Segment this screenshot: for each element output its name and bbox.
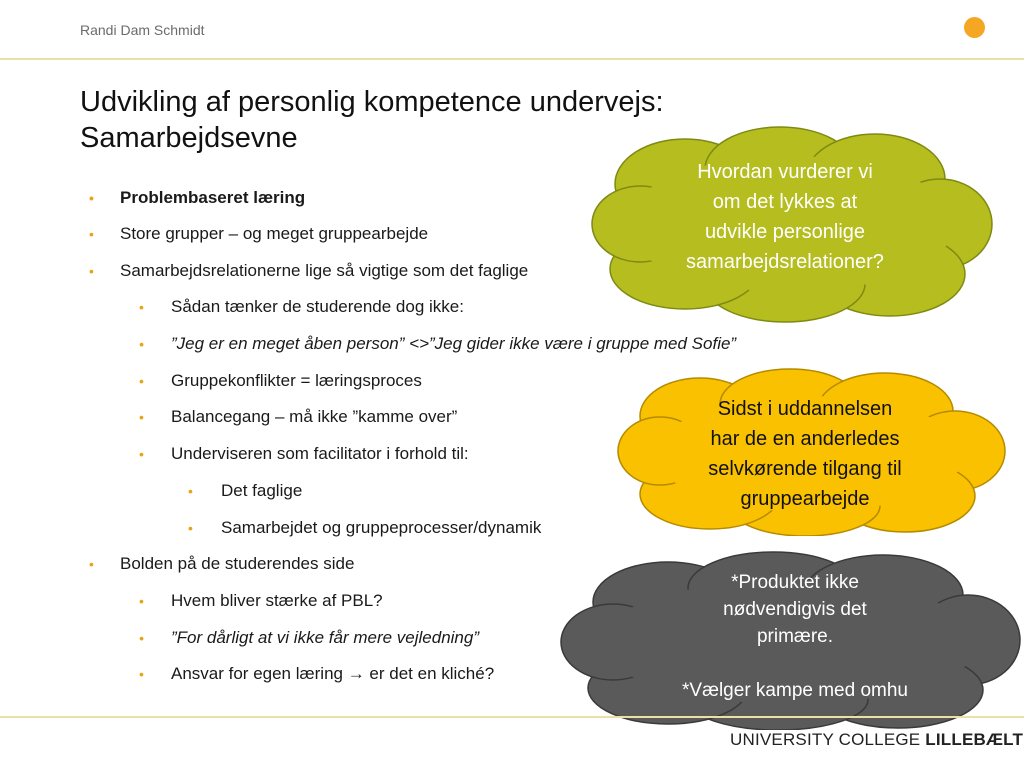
bullet-icon: •: [89, 226, 94, 242]
bullet-icon: •: [139, 409, 144, 425]
orange-dot-decoration: [964, 17, 985, 38]
logo-regular-text: UNIVERSITY COLLEGE: [730, 730, 926, 749]
bottom-divider: [0, 716, 1024, 718]
sub-bullet-item: • Ansvar for egen læring → er det en kliché?: [139, 664, 495, 683]
logo-bold-text: LILLEBÆLT: [925, 730, 1024, 749]
bullet-icon: •: [89, 190, 94, 206]
yellow-cloud-text: Sidst i uddannelsen har de en anderledes selvkørende tilgang til gruppearbejde: [708, 398, 902, 510]
bullet-item: • Samarbejdsrelationerne lige så vigtige som det faglige: [89, 261, 529, 280]
bullet-icon: •: [139, 373, 144, 389]
green-cloud-text: Hvordan vurderer vi om det lykkes at udvikle personlige samarbejdsrelationer?: [686, 161, 884, 273]
sub-bullet-item: • Hvem bliver stærke af PBL?: [139, 591, 383, 610]
top-divider: [0, 58, 1024, 60]
sub-bullet-item: • ”Jeg er en meget åben person” <>”Jeg gider ikke være i gruppe med Sofie”: [139, 334, 737, 353]
university-logo: [730, 730, 1023, 750]
bullet-icon: •: [188, 483, 193, 499]
author-label: Randi Dam Schmidt: [80, 22, 205, 38]
bullet-icon: •: [89, 556, 94, 572]
title-line-2: Samarbejdsevne: [80, 122, 298, 154]
bullet-icon: •: [139, 630, 144, 646]
sub-bullet-item: • Balancegang – må ikke ”kamme over”: [139, 407, 458, 426]
bullet-icon: •: [139, 299, 144, 315]
bullet-icon: •: [139, 446, 144, 462]
bullet-icon: •: [89, 263, 94, 279]
gray-cloud-text: *Produktet ikke nødvendigvis det primære. *Vælger kampe med omhu: [682, 572, 908, 701]
title-line-1: Udvikling af personlig kompetence undervejs:: [80, 86, 664, 118]
sub-bullet-item: • Underviseren som facilitator i forhold til:: [139, 444, 469, 463]
sub-bullet-item: • Sådan tænker de studerende dog ikke:: [139, 297, 464, 316]
sub-bullet-item: • Gruppekonflikter = læringsproces: [139, 371, 422, 390]
bullet-icon: •: [139, 666, 144, 682]
bullet-item: • Store grupper – og meget gruppearbejde: [89, 224, 429, 243]
bullet-item: • Bolden på de studerendes side: [89, 554, 355, 573]
sub-sub-bullet-item: • Det faglige: [188, 481, 303, 500]
bullet-icon: •: [139, 593, 144, 609]
sub-bullet-item: • ”For dårligt at vi ikke får mere vejledning”: [139, 628, 480, 647]
bullet-item: • Problembaseret læring: [89, 188, 306, 207]
bullet-icon: •: [139, 336, 144, 352]
bullet-icon: •: [188, 520, 193, 536]
sub-sub-bullet-item: • Samarbejdet og gruppeprocesser/dynamik: [188, 518, 542, 537]
